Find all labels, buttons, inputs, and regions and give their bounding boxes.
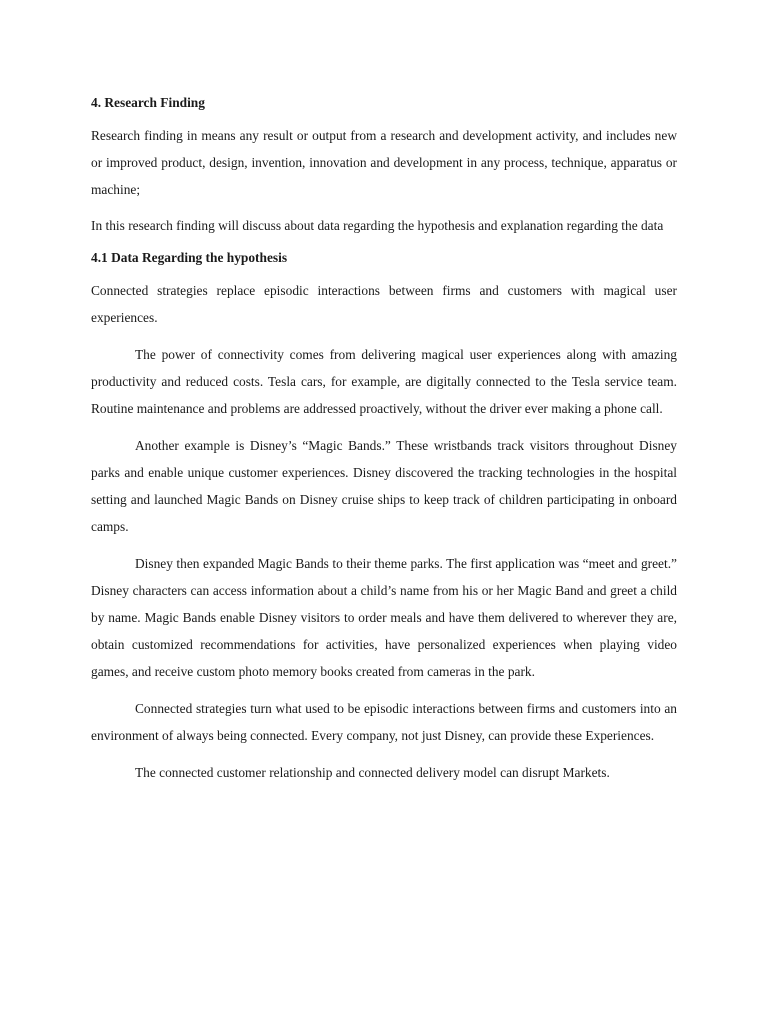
subsection-heading: 4.1 Data Regarding the hypothesis <box>91 250 288 265</box>
paragraph-research-finding-definition: Research finding in means any result or output from a research and development activity, and includes new or improved product, design, invention, innovation and development in any process, technique, apparatus or machine; <box>91 128 677 197</box>
paragraph-magic-bands-example: Another example is Disney’s “Magic Bands.” These wristbands track visitors throughout Disney parks and enable unique customer experiences. Disney discovered the tracking technologies in the hospital setting and launched Magic Bands on Disney cruise ships to keep track of children participating in onboard camps. <box>91 438 677 534</box>
paragraph-magic-bands-parks: Disney then expanded Magic Bands to their theme parks. The first application was “meet and greet.” Disney characters can access information about a child’s name from his or her Magic Band and greet a child by name. Magic Bands enable Disney visitors to order meals and have them delivered to wherever they are, obtain customized recommendations for activities, have personalized experiences when playing video games, and receive custom photo memory books created from cameras in the park. <box>91 556 677 679</box>
paragraph-disrupt-markets: The connected customer relationship and connected delivery model can disrupt Markets. <box>135 765 610 780</box>
section-heading: 4. Research Finding <box>91 95 205 110</box>
paragraph-research-finding-scope: In this research finding will discuss about data regarding the hypothesis and explanation regarding the data <box>91 218 664 233</box>
paragraph-connected-strategies-intro: Connected strategies replace episodic interactions between firms and customers with magical user experiences. <box>91 283 677 325</box>
paragraph-always-connected: Connected strategies turn what used to be episodic interactions between firms and customers into an environment of always being connected. Every company, not just Disney, can provide these Experiences. <box>91 701 677 743</box>
paragraph-connectivity-power: The power of connectivity comes from delivering magical user experiences along with amazing productivity and reduced costs. Tesla cars, for example, are digitally connected to the Tesla service team. Routine maintenance and problems are addressed proactively, without the driver ever making a phone call. <box>91 347 677 416</box>
